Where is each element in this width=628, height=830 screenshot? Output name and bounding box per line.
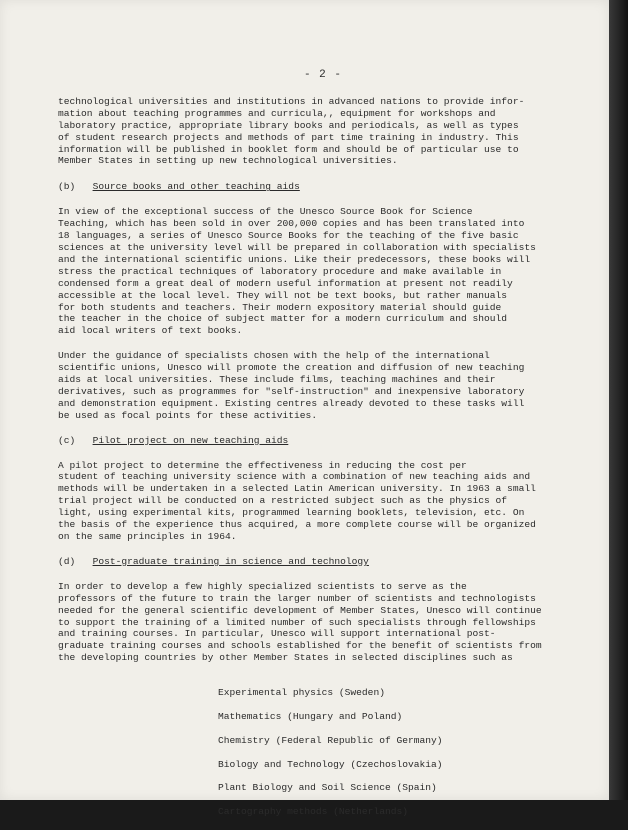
section-b-heading	[58, 181, 558, 193]
discipline-list	[218, 675, 558, 830]
page-number: - 2 -	[303, 69, 342, 81]
list-item: Experimental physics (Sweden)	[218, 687, 385, 699]
list-item: Chemistry (Federal Republic of Germany)	[218, 734, 443, 746]
section-b-title: Source books and other teaching aids	[92, 181, 300, 193]
section-b-label: (b)	[58, 181, 76, 193]
intro-paragraph: technological universities and institutions in advanced nations to provide infor- mation about teaching programmes and curricula,, equipment for workshops and laboratory practice, appropriate library books and periodicals, as well as types of student research projects and methods of part time training in industry. This information will be published in booklet form and should be of particular use to Member States in setting up new technological universities.	[58, 95, 525, 167]
section-c-paragraph-1: A pilot project to determine the effectiveness in reducing the cost per student of teaching university science with a combination of new teaching aids and methods will be undertaken in a selected Latin American university. In 1963 a small trial project will be conducted on a restricted subject such as the physics of light, using experimental kits, programmed learning booklets, television, etc. On the basis of the experience thus acquired, a more complete course will be organized on the same principles in 1964.	[58, 459, 536, 542]
document-body	[58, 70, 558, 830]
list-item: Cartography methods (Netherlands)	[218, 806, 408, 818]
list-item: Mathematics (Hungary and Poland)	[218, 710, 403, 722]
section-c-label: (c)	[58, 434, 76, 446]
page-edge-shadow	[609, 0, 628, 800]
list-item: Plant Biology and Soil Science (Spain)	[218, 782, 437, 794]
section-c-title: Pilot project on new teaching aids	[92, 434, 289, 446]
section-d-label: (d)	[58, 555, 76, 567]
section-d-title: Post-graduate training in science and technology	[92, 555, 369, 567]
section-b-paragraph-2: Under the guidance of specialists chosen with the help of the international scientific unions, Unesco will promote the creation and diffusion of new teaching aids at local universities. These include films, teaching machines and their derivatives, such as programmes for "self-instruction" and inexpensive laboratory and demonstration equipment. Existing centres already devoted to these tasks will be used as focal points for these activities.	[58, 350, 525, 421]
section-b-paragraph-1: In view of the exceptional success of the Unesco Source Book for Science Teaching, which has been sold in over 200,000 copies and has been translated into 18 languages, a series of Unesco Source Books for the teaching of the five basic sciences at the university level will be prepared in collaboration with specialists and the international scientific unions. Like their predecessors, these books will stress the practical techniques of laboratory procedure and make available in condensed form a great deal of modern useful information at present not readily accessible at the local level. They will not be text books, but rather manuals for both students and teachers. Their modern expository material should guide the teacher in the choice of subject matter for a modern curriculum and should aid local writers of text books.	[58, 206, 536, 337]
list-item: Biology and Technology (Czechoslovakia)	[218, 758, 443, 770]
section-d-paragraph-1: In order to develop a few highly specialized scientists to serve as the professors of the future to train the larger number of scientists and technologists needed for the general scientific development of Member States, Unesco will continue to support the training of a limited number of such specialists through fellowships and training courses. In particular, Unesco will support international post- graduate training courses and schools established for the benefit of scientists from the developing countries by other Member States in selected disciplines such as	[58, 580, 542, 664]
section-d-heading	[58, 556, 558, 568]
section-c-heading	[58, 435, 558, 447]
